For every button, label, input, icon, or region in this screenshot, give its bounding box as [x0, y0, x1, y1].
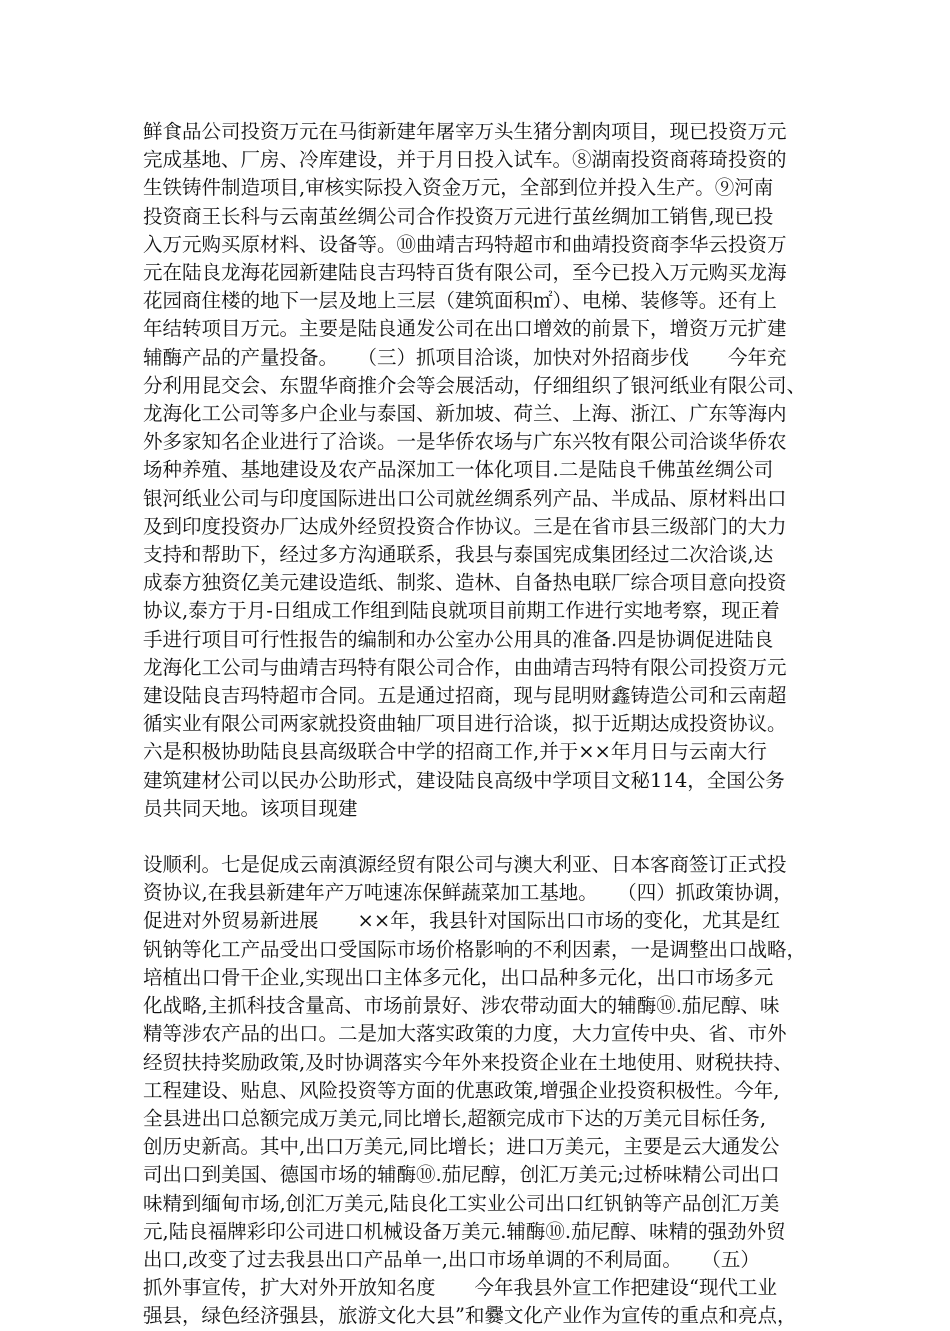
- text-line: 员共同天地。该项目现建: [143, 796, 358, 820]
- text-line: 手进行项目可行性报告的编制和办公室办公用具的准备.四是协调促进陆良: [143, 627, 774, 651]
- text-line: 支持和帮助下，经过多方沟通联系，我县与泰国宪成集团经过二次洽谈,达: [143, 543, 774, 567]
- text-line: 工程建设、贴息、风险投资等方面的优惠政策,增强企业投资积极性。今年,: [143, 1078, 780, 1102]
- text-line: 设顺利。七是促成云南滇源经贸有限公司与澳大利亚、日本客商签订正式投: [143, 853, 787, 877]
- text-line: 成泰方独资亿美元建设造纸、制浆、造林、自备热电联厂综合项目意向投资: [143, 571, 787, 595]
- text-line: 钒钠等化工产品受出口受国际市场价格影响的不利因素，一是调整出口战略，: [143, 937, 807, 961]
- text-line: 味精到缅甸市场,创汇万美元,陆良化工实业公司出口红钒钠等产品创汇万美: [143, 1191, 780, 1215]
- text-line: 辅酶产品的产量投备。 （三）抓项目洽谈，加快对外招商步伐 今年充: [143, 345, 787, 369]
- text-line: 及到印度投资办厂达成外经贸投资合作协议。三是在省市县三级部门的大力: [143, 514, 787, 538]
- text-line: 银河纸业公司与印度国际进出口公司就丝绸系列产品、半成品、原材料出口: [143, 486, 787, 510]
- text-line: 投资商王长科与云南茧丝绸公司合作投资万元进行茧丝绸加工销售,现已投: [143, 204, 774, 228]
- text-line: 全县进出口总额完成万美元,同比增长,超额完成市下达的万美元目标任务,: [143, 1106, 767, 1130]
- text-line: 资协议,在我县新建年产万吨速冻保鲜蔬菜加工基地。 （四）抓政策协调，: [143, 881, 793, 905]
- text-line: 龙海化工公司等多户企业与泰国、新加坡、荷兰、上海、浙江、广东等海内: [143, 402, 787, 426]
- text-line: 创历史新高。其中,出口万美元,同比增长；进口万美元，主要是云大通发公: [143, 1135, 780, 1159]
- text-block-2: [143, 851, 817, 1330]
- text-line: 元在陆良龙海花园新建陆良吉玛特百货有限公司，至今已投入万元购买龙海: [143, 261, 787, 285]
- text-line: 精等涉农产品的出口。二是加大落实政策的力度，大力宣传中央、省、市外: [143, 1022, 787, 1046]
- text-line: 花园商住楼的地下一层及地上三层（建筑面积㎡）、电梯、装修等。还有上: [143, 289, 777, 313]
- text-line: 分利用昆交会、东盟华商推介会等会展活动，仔细组织了银河纸业有限公司、: [143, 373, 807, 397]
- text-line: 协议,泰方于月-日组成工作组到陆良就项目前期工作进行实地考察，现正着: [143, 599, 780, 623]
- text-line: 化战略,主抓科技含量高、市场前景好、涉农带动面大的辅酶⑩.茄尼醇、味: [143, 994, 780, 1018]
- text-line: 经贸扶持奖励政策,及时协调落实今年外来投资企业在土地使用、财税扶持、: [143, 1050, 793, 1074]
- text-line: 促进对外贸易新进展 ××年，我县针对国际出口市场的变化，尤其是红: [143, 909, 781, 933]
- text-line: 场种养殖、基地建设及农产品深加工一体化项目.二是陆良千佛茧丝绸公司: [143, 458, 774, 482]
- text-line: 入万元购买原材料、设备等。⑩曲靖吉玛特超市和曲靖投资商李华云投资万: [143, 232, 787, 256]
- text-line: 建筑建材公司以民办公助形式，建设陆良高级中学项目文秘114，全国公务: [143, 768, 785, 792]
- text-line: 年结转项目万元。主要是陆良通发公司在出口增效的前景下，增资万元扩建: [143, 317, 787, 341]
- text-line: 元,陆良福牌彩印公司进口机械设备万美元.辅酶⑩.茄尼醇、味精的强劲外贸: [143, 1219, 786, 1243]
- text-block-1: [143, 118, 817, 823]
- text-line: 培植出口骨干企业,实现出口主体多元化，出口品种多元化，出口市场多元: [143, 965, 774, 989]
- text-line: 强县，绿色经济强县，旅游文化大县”和爨文化产业作为宣传的重点和亮点，: [143, 1304, 797, 1328]
- text-line: 建设陆良吉玛特超市合同。五是通过招商，现与昆明财鑫铸造公司和云南超: [143, 684, 787, 708]
- text-line: 司出口到美国、德国市场的辅酶⑩.茄尼醇，创汇万美元;过桥味精公司出口: [143, 1163, 780, 1187]
- text-line: 生铁铸件制造项目,审核实际投入资金万元，全部到位并投入生产。⑨河南: [143, 176, 774, 200]
- text-line: 六是积极协助陆良县高级联合中学的招商工作,并于××年月日与云南大行: [143, 740, 767, 764]
- text-line: 出口,改变了过去我县出口产品单一,出口市场单调的不利局面。 （五）: [143, 1247, 760, 1271]
- text-line: 抓外事宣传，扩大对外开放知名度 今年我县外宣工作把建设“现代工业: [143, 1276, 777, 1300]
- text-line: 循实业有限公司两家就投资曲轴厂项目进行洽谈，拟于近期达成投资协议。: [143, 712, 787, 736]
- text-line: 完成基地、厂房、冷库建设，并于月日投入试车。⑧湖南投资商蒋琦投资的: [143, 148, 787, 172]
- text-line: 鲜食品公司投资万元在马街新建年屠宰万头生猪分割肉项目，现已投资万元: [143, 120, 787, 143]
- paragraph-gap: [143, 823, 817, 851]
- text-line: 龙海化工公司与曲靖吉玛特有限公司合作，由曲靖吉玛特有限公司投资万元: [143, 655, 787, 679]
- text-line: 外多家知名企业进行了洽谈。一是华侨农场与广东兴牧有限公司洽谈华侨农: [143, 430, 787, 454]
